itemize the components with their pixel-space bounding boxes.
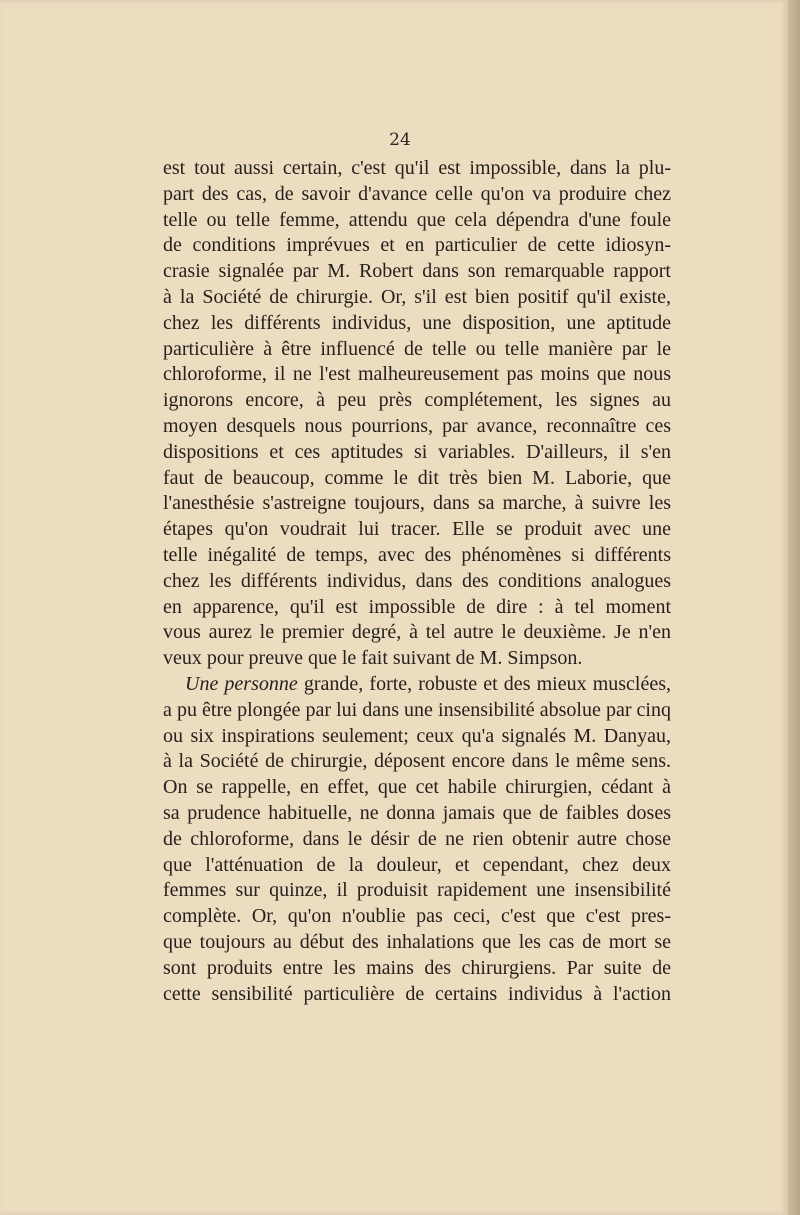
text-line: cette sensibilité particulière de certains individus à l'action <box>163 982 671 1005</box>
text-line: est tout aussi certain, c'est qu'il est impossible, dans la plu- <box>163 157 671 179</box>
text-line: veux pour preuve que le fait suivant de M. Simpson. <box>163 647 583 670</box>
text-line: On se rappelle, en effet, que cet habile chirurgien, cédant à <box>163 776 671 799</box>
page-number: 24 <box>389 130 411 150</box>
first-line-rest: grande, forte, robuste et des mieux musclées, <box>297 672 671 695</box>
text-line: telle inégalité de temps, avec des phénomènes si différents <box>163 543 671 566</box>
text-line: sa prudence habituelle, ne donna jamais que de faibles doses <box>163 801 671 824</box>
text-line: crasie signalée par M. Robert dans son remarquable rapport <box>163 260 671 283</box>
text-line: part des cas, de savoir d'avance celle qu'on va produire chez <box>163 182 671 205</box>
text-line: chloroforme, il ne l'est malheureusement pas moins que nous <box>163 363 671 386</box>
text-line: ou six inspirations seulement; ceux qu'a signalés M. Danyau, <box>163 724 671 747</box>
text-line: femmes sur quinze, il produisit rapidement une insensibilité <box>163 879 671 902</box>
italic-lead: Une personne <box>185 672 298 695</box>
text-line: complète. Or, qu'on n'oublie pas ceci, c'est que c'est pres- <box>163 905 671 928</box>
text-line: telle ou telle femme, attendu que cela dépendra d'une foule <box>163 208 671 231</box>
text-line: faut de beaucoup, comme le dit très bien M. Laborie, que <box>163 466 671 489</box>
page-edge <box>788 0 800 1215</box>
text-line: que toujours au début des inhalations que les cas de mort se <box>163 930 671 953</box>
text-line: dispositions et ces aptitudes si variables. D'ailleurs, il s'en <box>163 440 671 463</box>
body-text <box>163 156 671 1007</box>
text-line: moyen desquels nous pourrions, par avance, reconnaître ces <box>163 414 671 437</box>
paragraph-first-line <box>163 672 671 698</box>
text-line: de chloroforme, dans le désir de ne rien obtenir autre chose <box>163 827 671 850</box>
text-line: ignorons encore, à peu près complétement, les signes au <box>163 389 671 412</box>
text-line: à la Société de chirurgie. Or, s'il est bien positif qu'il existe, <box>163 285 671 308</box>
text-line: vous aurez le premier degré, à tel autre le deuxième. Je n'en <box>163 621 671 644</box>
text-line: en apparence, qu'il est impossible de dire : à tel moment <box>163 595 671 618</box>
text-line: que l'atténuation de la douleur, et cependant, chez deux <box>163 853 671 876</box>
text-line: a pu être plongée par lui dans une insensibilité absolue par cinq <box>163 698 671 721</box>
text-line: chez les différents individus, une disposition, une aptitude <box>163 311 671 334</box>
text-line: chez les différents individus, dans des conditions analogues <box>163 569 671 592</box>
text-line: l'anesthésie s'astreigne toujours, dans sa marche, à suivre les <box>163 492 671 515</box>
text-line: particulière à être influencé de telle ou telle manière par le <box>163 337 671 360</box>
text-line: à la Société de chirurgie, déposent encore dans le même sens. <box>163 750 671 773</box>
text-line: étapes qu'on voudrait lui tracer. Elle se produit avec une <box>163 518 671 541</box>
text-line: sont produits entre les mains des chirurgiens. Par suite de <box>163 956 671 979</box>
text-line: de conditions imprévues et en particulier de cette idiosyn- <box>163 234 671 257</box>
